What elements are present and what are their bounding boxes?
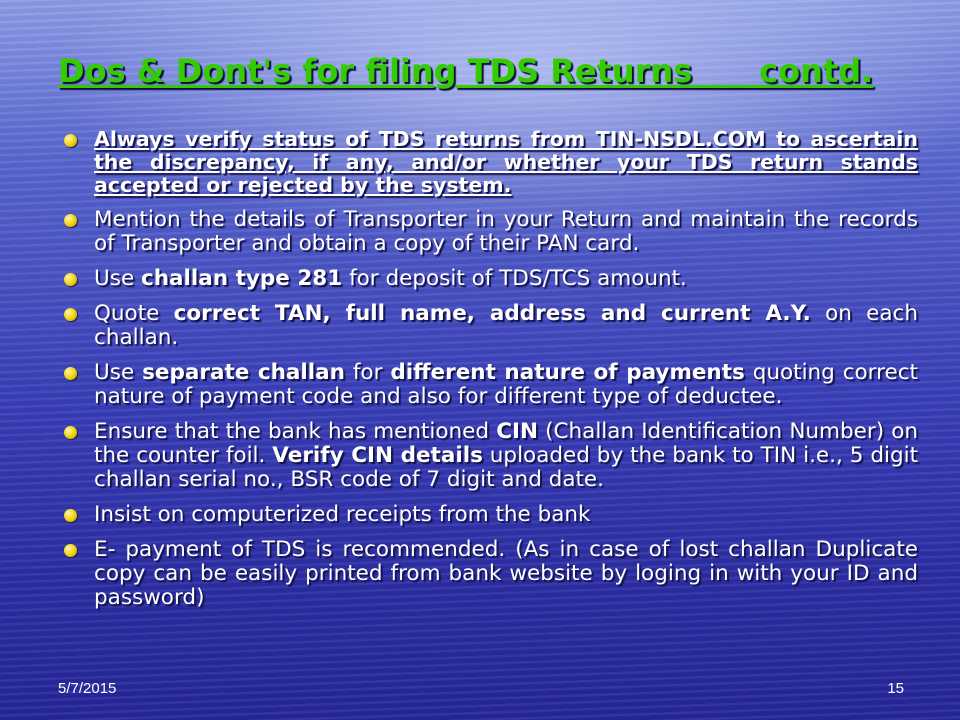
bullet-item <box>60 302 918 350</box>
bullet-item <box>60 503 918 527</box>
bullet-item <box>60 208 918 256</box>
bullet-text: Insist on computerized receipts from the bank <box>94 502 591 527</box>
bullet-text: E- payment of TDS is recommended. (As in case of lost challan Duplicate copy can be easily printed from bank website by loging in with your ID and password) <box>94 537 918 610</box>
bullet-text: Mention the details of Transporter in your Return and maintain the records of Transporter and obtain a copy of their PAN card. <box>94 207 918 256</box>
bullet-icon <box>64 544 77 557</box>
bullet-text: Ensure that the bank has mentioned CIN (Challan Identification Number) on the counter foil. Verify CIN details uploaded by the bank to TIN i.e., 5 digit challan serial no., BSR code of 7 digit and date. <box>94 419 919 492</box>
bullet-text: Always verify status of TDS returns from TIN-NSDL.COM to ascertain the discrepancy, if any, and/or whether your TDS return stands accepted or rejected by the system. <box>94 127 918 197</box>
bullet-icon <box>64 273 77 286</box>
slide-title: Dos & Dont's for filing TDS Returns contd. <box>58 52 874 90</box>
bullet-item <box>60 420 918 492</box>
slide-number: 15 <box>887 680 904 697</box>
footer-date: 5/7/2015 <box>58 680 117 697</box>
bullet-list <box>60 128 918 621</box>
bullet-text: Use separate challan for different nature of payments quoting correct nature of payment code and also for different type of deductee. <box>94 360 918 409</box>
bullet-icon <box>64 509 77 522</box>
bullet-text: Use challan type 281 for deposit of TDS/TCS amount. <box>94 266 687 291</box>
bullet-item <box>60 361 918 409</box>
bullet-icon <box>64 426 77 439</box>
bullet-text: Quote correct TAN, full name, address and current A.Y. on each challan. <box>94 301 918 350</box>
bullet-item <box>60 267 918 291</box>
bullet-icon <box>64 367 77 380</box>
bullet-icon <box>64 308 77 321</box>
bullet-item <box>60 128 918 197</box>
bullet-item <box>60 538 918 610</box>
bullet-icon <box>64 134 77 147</box>
bullet-icon <box>64 214 77 227</box>
